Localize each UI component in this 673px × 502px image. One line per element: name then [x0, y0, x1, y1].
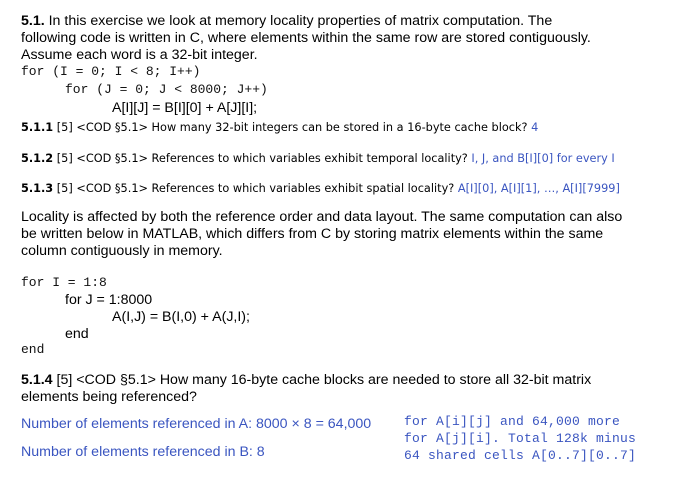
c-code-line-1: for (I = 0; I < 8; I++) — [21, 64, 201, 79]
exercise-number: 5.1. — [21, 13, 45, 29]
answer-note-line-3: 64 shared cells A[0..7][0..7] — [404, 448, 637, 463]
locality-line-3: column contiguously in memory. — [21, 243, 223, 259]
question-5-1-4-line-1 — [21, 372, 591, 388]
q513-label: 5.1.3 — [21, 182, 54, 195]
matlab-line-1: for I = 1:8 — [21, 275, 107, 290]
q514-label: 5.1.4 — [21, 372, 53, 388]
intro-line-2: following code is written in C, where elements within the same row are stored contiguously. — [21, 30, 591, 46]
q511-label: 5.1.1 — [21, 121, 54, 134]
matlab-line-3: A(I,J) = B(I,0) + A(J,I); — [112, 309, 250, 325]
answer-note-line-2: for A[j][i]. Total 128k minus — [404, 431, 637, 446]
answer-b-elements: Number of elements referenced in B: 8 — [21, 444, 265, 460]
intro-line-3: Assume each word is a 32-bit integer. — [21, 47, 258, 63]
q511-text: [5] <COD §5.1> How many 32-bit integers can be stored in a 16-byte cache block? — [53, 121, 532, 134]
matlab-line-5: end — [21, 342, 45, 357]
question-5-1-3 — [21, 182, 620, 195]
q512-label: 5.1.2 — [21, 152, 54, 165]
answer-a-elements: Number of elements referenced in A: 8000 × 8 = 64,000 — [21, 416, 372, 432]
c-code-line-3: A[I][J] = B[I][0] + A[J][I]; — [112, 100, 258, 116]
q511-answer: 4 — [531, 121, 539, 134]
q513-text: [5] <COD §5.1> References to which variables exhibit spatial locality? — [53, 182, 458, 195]
matlab-line-4: end — [65, 326, 89, 342]
locality-line-2: be written below in MATLAB, which differs from C by storing matrix elements within the same — [21, 226, 604, 242]
matlab-line-2: for J = 1:8000 — [65, 292, 153, 308]
question-5-1-2 — [21, 152, 615, 165]
locality-line-1: Locality is affected by both the reference order and data layout. The same computation can also — [21, 209, 623, 225]
q512-text: [5] <COD §5.1> References to which variables exhibit temporal locality? — [53, 152, 472, 165]
answer-note-line-1: for A[i][j] and 64,000 more — [404, 414, 621, 429]
question-5-1-4-line-2: elements being referenced? — [21, 389, 197, 405]
question-5-1-1 — [21, 121, 538, 134]
intro-text: In this exercise we look at memory locality properties of matrix computation. The — [44, 13, 553, 29]
q514-text: [5] <COD §5.1> How many 16-byte cache blocks are needed to store all 32-bit matrix — [52, 372, 592, 388]
intro-line-1 — [21, 13, 552, 29]
q512-answer: I, J, and B[I][0] for every I — [471, 152, 615, 165]
q513-answer: A[I][0], A[I][1], …, A[I][7999] — [457, 182, 620, 195]
c-code-line-2: for (J = 0; J < 8000; J++) — [65, 82, 268, 97]
